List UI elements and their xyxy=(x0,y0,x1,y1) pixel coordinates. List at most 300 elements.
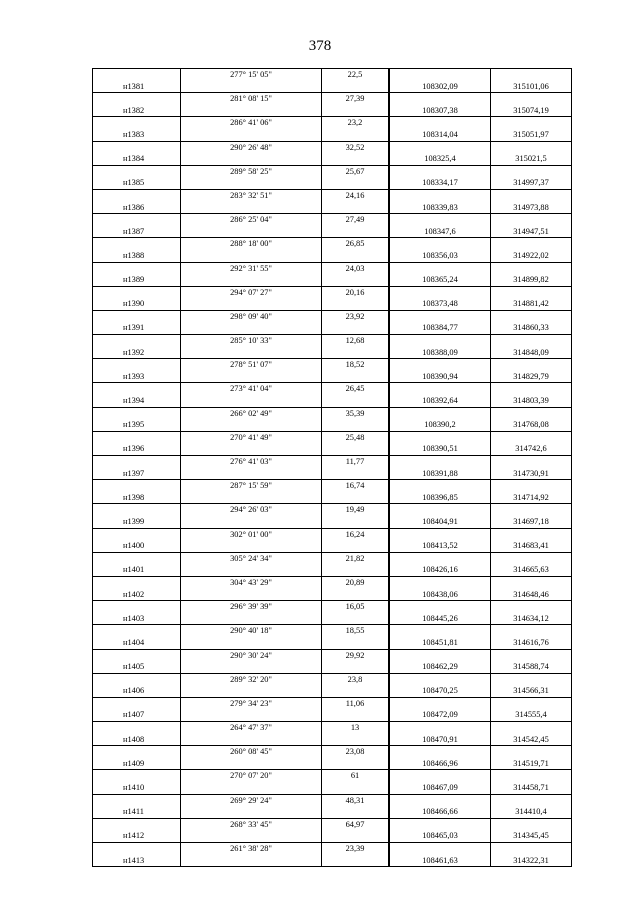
coord-x-cell xyxy=(389,722,491,734)
segment-row xyxy=(93,189,572,201)
coord-y-cell: 314997,37 xyxy=(491,177,572,189)
coord-x-cell xyxy=(389,189,491,201)
coord-x-cell xyxy=(389,286,491,298)
coord-y-cell xyxy=(491,504,572,516)
point-row xyxy=(93,782,572,794)
point-id-cell: н1390 xyxy=(93,298,181,310)
segment-row xyxy=(93,214,572,226)
point-row xyxy=(93,806,572,818)
coord-y-cell xyxy=(491,528,572,540)
segment-length-cell: 27,39 xyxy=(322,93,390,105)
coord-y-cell: 314410,4 xyxy=(491,806,572,818)
direction-angle-cell: 283° 32' 51" xyxy=(181,189,322,201)
coord-y-cell: 314458,71 xyxy=(491,782,572,794)
segment-row xyxy=(93,431,572,443)
segment-length-cell xyxy=(322,81,390,93)
coord-x-cell: 108467,09 xyxy=(389,782,491,794)
direction-angle-cell xyxy=(181,758,322,770)
direction-angle-cell xyxy=(181,153,322,165)
direction-angle-cell xyxy=(181,298,322,310)
direction-angle-cell xyxy=(181,637,322,649)
segment-row xyxy=(93,746,572,758)
coord-x-cell xyxy=(389,770,491,782)
point-row xyxy=(93,492,572,504)
direction-angle-cell xyxy=(181,443,322,455)
point-id-cell: н1404 xyxy=(93,637,181,649)
coord-y-cell: 314803,39 xyxy=(491,395,572,407)
coord-x-cell xyxy=(389,625,491,637)
direction-angle-cell: 289° 58' 25" xyxy=(181,165,322,177)
segment-length-cell xyxy=(322,709,390,721)
direction-angle-cell: 273° 41' 04" xyxy=(181,383,322,395)
segment-row xyxy=(93,310,572,322)
point-row xyxy=(93,468,572,480)
point-row xyxy=(93,322,572,334)
direction-angle-cell xyxy=(181,274,322,286)
segment-length-cell: 23,39 xyxy=(322,843,390,855)
point-id-cell xyxy=(93,431,181,443)
point-row xyxy=(93,516,572,528)
direction-angle-cell: 270° 07' 20" xyxy=(181,770,322,782)
point-row xyxy=(93,685,572,697)
segment-length-cell xyxy=(322,589,390,601)
segment-length-cell xyxy=(322,153,390,165)
direction-angle-cell xyxy=(181,806,322,818)
point-id-cell: н1382 xyxy=(93,105,181,117)
segment-row xyxy=(93,359,572,371)
segment-length-cell xyxy=(322,516,390,528)
direction-angle-cell: 281° 08' 15" xyxy=(181,93,322,105)
direction-angle-cell xyxy=(181,589,322,601)
coord-x-cell: 108365,24 xyxy=(389,274,491,286)
point-id-cell: н1407 xyxy=(93,709,181,721)
coord-x-cell: 108339,83 xyxy=(389,202,491,214)
point-id-cell xyxy=(93,818,181,830)
direction-angle-cell: 270° 41' 49" xyxy=(181,431,322,443)
coord-y-cell: 314768,08 xyxy=(491,419,572,431)
segment-row xyxy=(93,770,572,782)
coord-y-cell: 314848,09 xyxy=(491,347,572,359)
direction-angle-cell: 298° 09' 40" xyxy=(181,310,322,322)
segment-length-cell: 16,24 xyxy=(322,528,390,540)
coord-x-cell: 108466,96 xyxy=(389,758,491,770)
direction-angle-cell xyxy=(181,395,322,407)
direction-angle-cell xyxy=(181,226,322,238)
point-row xyxy=(93,709,572,721)
coord-x-cell: 108438,06 xyxy=(389,589,491,601)
coord-x-cell xyxy=(389,431,491,443)
point-row xyxy=(93,250,572,262)
coordinates-table-body xyxy=(93,69,572,867)
coord-y-cell: 314555,4 xyxy=(491,709,572,721)
point-id-cell xyxy=(93,625,181,637)
coord-y-cell xyxy=(491,794,572,806)
point-id-cell xyxy=(93,69,181,81)
coord-y-cell xyxy=(491,601,572,613)
segment-row xyxy=(93,794,572,806)
coord-x-cell: 108334,17 xyxy=(389,177,491,189)
segment-length-cell: 13 xyxy=(322,722,390,734)
point-id-cell xyxy=(93,359,181,371)
segment-row xyxy=(93,480,572,492)
segment-length-cell xyxy=(322,734,390,746)
coord-y-cell: 314648,46 xyxy=(491,589,572,601)
coord-x-cell xyxy=(389,528,491,540)
direction-angle-cell xyxy=(181,129,322,141)
direction-angle-cell xyxy=(181,492,322,504)
point-id-cell: н1383 xyxy=(93,129,181,141)
coord-x-cell: 108373,48 xyxy=(389,298,491,310)
coord-y-cell xyxy=(491,818,572,830)
coord-y-cell: 314973,88 xyxy=(491,202,572,214)
segment-length-cell xyxy=(322,685,390,697)
point-id-cell: н1388 xyxy=(93,250,181,262)
coord-y-cell: 314566,31 xyxy=(491,685,572,697)
point-id-cell: н1402 xyxy=(93,589,181,601)
point-row xyxy=(93,371,572,383)
coord-x-cell: 108466,66 xyxy=(389,806,491,818)
coord-x-cell xyxy=(389,117,491,129)
coord-x-cell: 108391,88 xyxy=(389,468,491,480)
coord-y-cell xyxy=(491,214,572,226)
point-id-cell xyxy=(93,552,181,564)
direction-angle-cell xyxy=(181,782,322,794)
coord-x-cell xyxy=(389,262,491,274)
segment-row xyxy=(93,69,572,81)
segment-length-cell xyxy=(322,395,390,407)
point-row xyxy=(93,395,572,407)
segment-length-cell: 16,74 xyxy=(322,480,390,492)
point-id-cell xyxy=(93,383,181,395)
point-id-cell: н1408 xyxy=(93,734,181,746)
coord-y-cell xyxy=(491,697,572,709)
coordinates-table xyxy=(92,68,572,867)
direction-angle-cell: 268° 33' 45" xyxy=(181,818,322,830)
coord-x-cell: 108384,77 xyxy=(389,322,491,334)
direction-angle-cell: 294° 26' 03" xyxy=(181,504,322,516)
segment-length-cell xyxy=(322,250,390,262)
point-id-cell: н1394 xyxy=(93,395,181,407)
coord-y-cell: 314829,79 xyxy=(491,371,572,383)
segment-row xyxy=(93,649,572,661)
segment-length-cell xyxy=(322,564,390,576)
segment-row xyxy=(93,843,572,855)
segment-length-cell: 20,16 xyxy=(322,286,390,298)
direction-angle-cell xyxy=(181,371,322,383)
point-id-cell: н1403 xyxy=(93,613,181,625)
point-id-cell xyxy=(93,722,181,734)
segment-length-cell: 18,52 xyxy=(322,359,390,371)
coord-y-cell: 314947,51 xyxy=(491,226,572,238)
direction-angle-cell xyxy=(181,177,322,189)
point-id-cell: н1413 xyxy=(93,855,181,867)
point-id-cell: н1406 xyxy=(93,685,181,697)
point-id-cell xyxy=(93,843,181,855)
coord-x-cell xyxy=(389,504,491,516)
segment-length-cell xyxy=(322,758,390,770)
point-id-cell xyxy=(93,770,181,782)
point-id-cell: н1409 xyxy=(93,758,181,770)
coord-y-cell: 314683,41 xyxy=(491,540,572,552)
direction-angle-cell: 290° 40' 18" xyxy=(181,625,322,637)
direction-angle-cell: 294° 07' 27" xyxy=(181,286,322,298)
segment-length-cell xyxy=(322,419,390,431)
coord-y-cell: 314616,76 xyxy=(491,637,572,649)
direction-angle-cell: 269° 29' 24" xyxy=(181,794,322,806)
coord-y-cell xyxy=(491,359,572,371)
coord-x-cell xyxy=(389,165,491,177)
coord-y-cell xyxy=(491,722,572,734)
coord-x-cell: 108470,25 xyxy=(389,685,491,697)
coord-y-cell: 315051,97 xyxy=(491,129,572,141)
direction-angle-cell: 292° 31' 55" xyxy=(181,262,322,274)
segment-length-cell xyxy=(322,298,390,310)
point-id-cell: н1401 xyxy=(93,564,181,576)
segment-length-cell xyxy=(322,637,390,649)
segment-length-cell: 61 xyxy=(322,770,390,782)
segment-length-cell: 32,52 xyxy=(322,141,390,153)
coord-x-cell: 108314,04 xyxy=(389,129,491,141)
coord-y-cell: 314899,82 xyxy=(491,274,572,286)
segment-row xyxy=(93,141,572,153)
segment-row xyxy=(93,504,572,516)
coord-x-cell xyxy=(389,93,491,105)
coord-y-cell xyxy=(491,262,572,274)
point-id-cell: н1400 xyxy=(93,540,181,552)
segment-row xyxy=(93,383,572,395)
direction-angle-cell xyxy=(181,419,322,431)
coord-x-cell: 108302,09 xyxy=(389,81,491,93)
point-id-cell: н1411 xyxy=(93,806,181,818)
segment-length-cell xyxy=(322,806,390,818)
segment-length-cell xyxy=(322,443,390,455)
coord-y-cell xyxy=(491,117,572,129)
point-row xyxy=(93,613,572,625)
coord-y-cell xyxy=(491,552,572,564)
segment-row xyxy=(93,625,572,637)
direction-angle-cell: 277° 15' 05" xyxy=(181,69,322,81)
coord-y-cell: 314730,91 xyxy=(491,468,572,480)
segment-length-cell xyxy=(322,371,390,383)
point-id-cell xyxy=(93,649,181,661)
coord-x-cell xyxy=(389,649,491,661)
segment-length-cell xyxy=(322,855,390,867)
point-id-cell xyxy=(93,93,181,105)
direction-angle-cell: 285° 10' 33" xyxy=(181,335,322,347)
coord-y-cell xyxy=(491,576,572,588)
segment-length-cell: 22,5 xyxy=(322,69,390,81)
direction-angle-cell xyxy=(181,81,322,93)
point-id-cell xyxy=(93,746,181,758)
coord-x-cell: 108426,16 xyxy=(389,564,491,576)
point-id-cell xyxy=(93,504,181,516)
segment-length-cell xyxy=(322,226,390,238)
coord-x-cell xyxy=(389,601,491,613)
segment-length-cell xyxy=(322,202,390,214)
coord-y-cell xyxy=(491,383,572,395)
segment-row xyxy=(93,238,572,250)
coord-x-cell: 108392,64 xyxy=(389,395,491,407)
coord-y-cell xyxy=(491,165,572,177)
segment-length-cell: 16,05 xyxy=(322,601,390,613)
segment-length-cell xyxy=(322,322,390,334)
coord-y-cell: 315074,19 xyxy=(491,105,572,117)
segment-length-cell: 25,67 xyxy=(322,165,390,177)
coord-x-cell xyxy=(389,141,491,153)
point-row xyxy=(93,202,572,214)
direction-angle-cell: 302° 01' 00" xyxy=(181,528,322,540)
segment-length-cell: 24,03 xyxy=(322,262,390,274)
coord-x-cell xyxy=(389,310,491,322)
coord-x-cell: 108445,26 xyxy=(389,613,491,625)
coord-x-cell xyxy=(389,746,491,758)
coord-y-cell: 314345,45 xyxy=(491,830,572,842)
segment-length-cell xyxy=(322,540,390,552)
direction-angle-cell: 278° 51' 07" xyxy=(181,359,322,371)
coord-x-cell: 108462,29 xyxy=(389,661,491,673)
segment-row xyxy=(93,165,572,177)
coord-y-cell xyxy=(491,431,572,443)
segment-length-cell: 18,55 xyxy=(322,625,390,637)
coord-x-cell xyxy=(389,843,491,855)
direction-angle-cell xyxy=(181,202,322,214)
coord-x-cell: 108396,85 xyxy=(389,492,491,504)
coord-x-cell xyxy=(389,480,491,492)
point-id-cell: н1385 xyxy=(93,177,181,189)
point-row xyxy=(93,347,572,359)
point-id-cell xyxy=(93,528,181,540)
segment-row xyxy=(93,93,572,105)
coord-y-cell: 314881,42 xyxy=(491,298,572,310)
coord-y-cell: 314860,33 xyxy=(491,322,572,334)
coord-x-cell: 108388,09 xyxy=(389,347,491,359)
direction-angle-cell xyxy=(181,540,322,552)
coord-y-cell xyxy=(491,189,572,201)
segment-length-cell: 19,49 xyxy=(322,504,390,516)
point-id-cell xyxy=(93,697,181,709)
coord-x-cell: 108404,91 xyxy=(389,516,491,528)
coord-x-cell: 108461,63 xyxy=(389,855,491,867)
coord-x-cell: 108390,2 xyxy=(389,419,491,431)
point-row xyxy=(93,298,572,310)
coord-y-cell: 314742,6 xyxy=(491,443,572,455)
segment-length-cell: 23,92 xyxy=(322,310,390,322)
point-id-cell xyxy=(93,456,181,468)
segment-length-cell: 24,16 xyxy=(322,189,390,201)
coord-x-cell: 108307,38 xyxy=(389,105,491,117)
coord-x-cell xyxy=(389,673,491,685)
point-id-cell xyxy=(93,141,181,153)
direction-angle-cell xyxy=(181,685,322,697)
segment-row xyxy=(93,286,572,298)
point-row xyxy=(93,830,572,842)
segment-length-cell: 12,68 xyxy=(322,335,390,347)
coord-x-cell: 108413,52 xyxy=(389,540,491,552)
point-id-cell: н1381 xyxy=(93,81,181,93)
coord-y-cell xyxy=(491,456,572,468)
coord-y-cell xyxy=(491,141,572,153)
direction-angle-cell xyxy=(181,516,322,528)
direction-angle-cell xyxy=(181,250,322,262)
point-id-cell xyxy=(93,310,181,322)
segment-length-cell xyxy=(322,492,390,504)
point-row xyxy=(93,226,572,238)
segment-row xyxy=(93,262,572,274)
point-id-cell xyxy=(93,117,181,129)
segment-length-cell: 35,39 xyxy=(322,407,390,419)
coord-x-cell xyxy=(389,335,491,347)
direction-angle-cell: 288° 18' 00" xyxy=(181,238,322,250)
point-row xyxy=(93,564,572,576)
point-id-cell xyxy=(93,576,181,588)
direction-angle-cell: 286° 41' 06" xyxy=(181,117,322,129)
point-id-cell xyxy=(93,407,181,419)
segment-length-cell: 23,8 xyxy=(322,673,390,685)
coord-x-cell xyxy=(389,359,491,371)
segment-length-cell: 27,49 xyxy=(322,214,390,226)
coord-y-cell: 314922,02 xyxy=(491,250,572,262)
direction-angle-cell: 260° 08' 45" xyxy=(181,746,322,758)
point-id-cell: н1384 xyxy=(93,153,181,165)
segment-length-cell xyxy=(322,274,390,286)
direction-angle-cell xyxy=(181,830,322,842)
point-id-cell: н1405 xyxy=(93,661,181,673)
coord-y-cell: 314697,18 xyxy=(491,516,572,528)
point-id-cell xyxy=(93,214,181,226)
direction-angle-cell xyxy=(181,468,322,480)
segment-length-cell: 29,92 xyxy=(322,649,390,661)
coord-x-cell xyxy=(389,383,491,395)
coord-y-cell xyxy=(491,286,572,298)
coord-x-cell xyxy=(389,697,491,709)
direction-angle-cell: 276° 41' 03" xyxy=(181,456,322,468)
point-row xyxy=(93,758,572,770)
point-id-cell: н1398 xyxy=(93,492,181,504)
point-row xyxy=(93,105,572,117)
coord-y-cell xyxy=(491,746,572,758)
point-row xyxy=(93,855,572,867)
direction-angle-cell xyxy=(181,661,322,673)
segment-length-cell xyxy=(322,468,390,480)
point-id-cell: н1395 xyxy=(93,419,181,431)
segment-row xyxy=(93,335,572,347)
segment-row xyxy=(93,528,572,540)
segment-length-cell: 11,06 xyxy=(322,697,390,709)
point-row xyxy=(93,177,572,189)
coord-y-cell xyxy=(491,843,572,855)
point-id-cell: н1389 xyxy=(93,274,181,286)
coord-x-cell: 108470,91 xyxy=(389,734,491,746)
segment-row xyxy=(93,117,572,129)
direction-angle-cell xyxy=(181,322,322,334)
coord-y-cell xyxy=(491,335,572,347)
coord-x-cell xyxy=(389,818,491,830)
coord-y-cell: 314322,31 xyxy=(491,855,572,867)
segment-length-cell xyxy=(322,347,390,359)
coord-y-cell: 314519,71 xyxy=(491,758,572,770)
coord-x-cell: 108325,4 xyxy=(389,153,491,165)
direction-angle-cell xyxy=(181,105,322,117)
point-id-cell xyxy=(93,189,181,201)
point-id-cell xyxy=(93,480,181,492)
coord-y-cell: 314634,12 xyxy=(491,613,572,625)
point-row xyxy=(93,81,572,93)
segment-row xyxy=(93,673,572,685)
segment-row xyxy=(93,456,572,468)
point-id-cell xyxy=(93,165,181,177)
direction-angle-cell: 264° 47' 37" xyxy=(181,722,322,734)
point-id-cell xyxy=(93,794,181,806)
